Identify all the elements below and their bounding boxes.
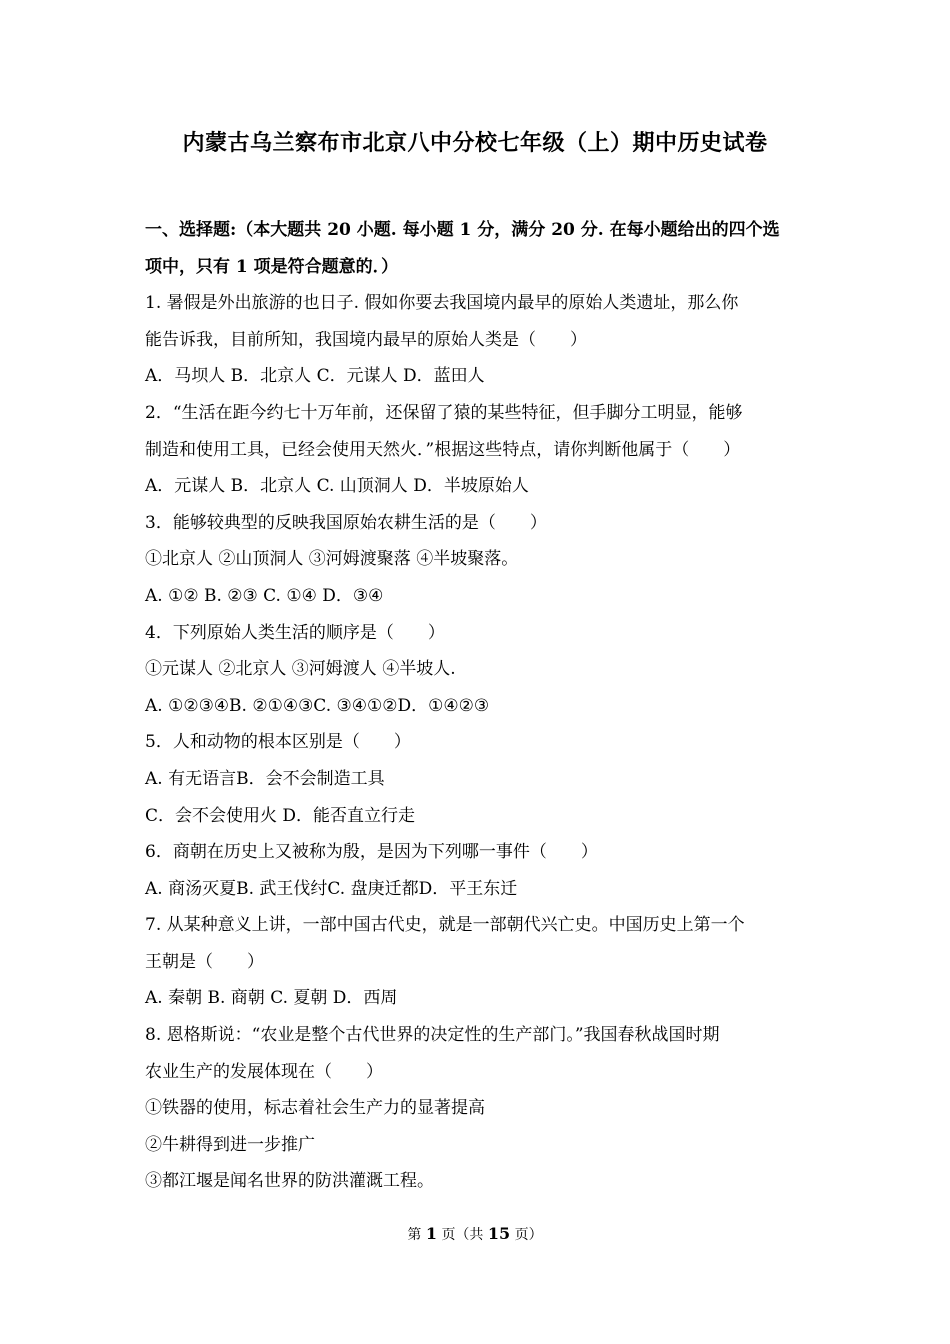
question-8-items: ②牛耕得到进一步推广 xyxy=(145,1134,315,1155)
question-5-line: 5．人和动物的根本区别是（ ） xyxy=(145,732,411,753)
question-5-options: C．会不会使用火 D．能否直立行走 xyxy=(145,805,416,826)
question-8-line: 8. 恩格斯说：“农业是整个古代世界的决定性的生产部门。”我国春秋战国时期 xyxy=(145,1025,720,1046)
question-2-options: A．元谋人 B．北京人 C. 山顶洞人 D．半坡原始人 xyxy=(145,476,529,497)
question-5-options: A. 有无语言B．会不会制造工具 xyxy=(145,768,385,789)
question-6-line: 6．商朝在历史上又被称为殷，是因为下列哪一事件（ ） xyxy=(145,842,598,863)
question-4-options: A. ①②③④B. ②①④③C. ③④①②D．①④②③ xyxy=(145,695,490,716)
footer-suffix: 页） xyxy=(514,1227,543,1243)
footer-prefix: 第 xyxy=(407,1227,422,1243)
question-3-options: A. ①② B. ②③ C. ①④ D．③④ xyxy=(145,585,384,606)
footer-middle: 页（共 xyxy=(441,1227,484,1243)
exam-content xyxy=(145,212,815,1200)
section-heading-line: 项中，只有 1 项是符合题意的．） xyxy=(145,256,399,277)
question-7-options: A. 秦朝 B. 商朝 C. 夏朝 D．西周 xyxy=(145,988,398,1009)
section-heading-line: 一、选择题:（本大题共 20 小题. 每小题 1 分，满分 20 分. 在每小题给出的四个选 xyxy=(145,220,780,240)
question-3-line: 3．能够较典型的反映我国原始农耕生活的是（ ） xyxy=(145,512,547,533)
page-title: 内蒙古乌兰察布市北京八中分校七年级（上）期中历史试卷 xyxy=(182,130,768,156)
page-footer xyxy=(0,1224,950,1244)
question-8-line: 农业生产的发展体现在（ ） xyxy=(145,1061,383,1082)
question-6-options: A. 商汤灭夏B. 武王伐纣C. 盘庚迁都D．平王东迁 xyxy=(145,878,518,899)
question-1-line: 1. 暑假是外出旅游的也日子. 假如你要去我国境内最早的原始人类遗址，那么你 xyxy=(145,293,739,314)
question-8-items: ①铁器的使用，标志着社会生产力的显著提高 xyxy=(145,1098,485,1119)
question-4-items: ①元谋人 ②北京人 ③河姆渡人 ④半坡人. xyxy=(145,659,456,680)
question-3-items: ①北京人 ②山顶洞人 ③河姆渡聚落 ④半坡聚落。 xyxy=(145,549,519,570)
question-4-line: 4．下列原始人类生活的顺序是（ ） xyxy=(145,622,445,643)
question-8-items: ③都江堰是闻名世界的防洪灌溉工程。 xyxy=(145,1171,434,1192)
footer-total-pages: 15 xyxy=(487,1224,511,1243)
footer-page-number: 1 xyxy=(425,1224,437,1243)
question-2-line: 制造和使用工具，已经会使用天然火．”根据这些特点，请你判断他属于（ ） xyxy=(145,439,741,460)
question-7-line: 7. 从某种意义上讲，一部中国古代史，就是一部朝代兴亡史。中国历史上第一个 xyxy=(145,915,745,936)
question-7-line: 王朝是（ ） xyxy=(145,951,264,972)
question-1-options: A．马坝人 B．北京人 C．元谋人 D．蓝田人 xyxy=(145,366,485,387)
question-2-line: 2．“生活在距今约七十万年前，还保留了猿的某些特征，但手脚分工明显，能够 xyxy=(145,402,743,423)
question-1-line: 能告诉我，目前所知，我国境内最早的原始人类是（ ） xyxy=(145,329,587,350)
